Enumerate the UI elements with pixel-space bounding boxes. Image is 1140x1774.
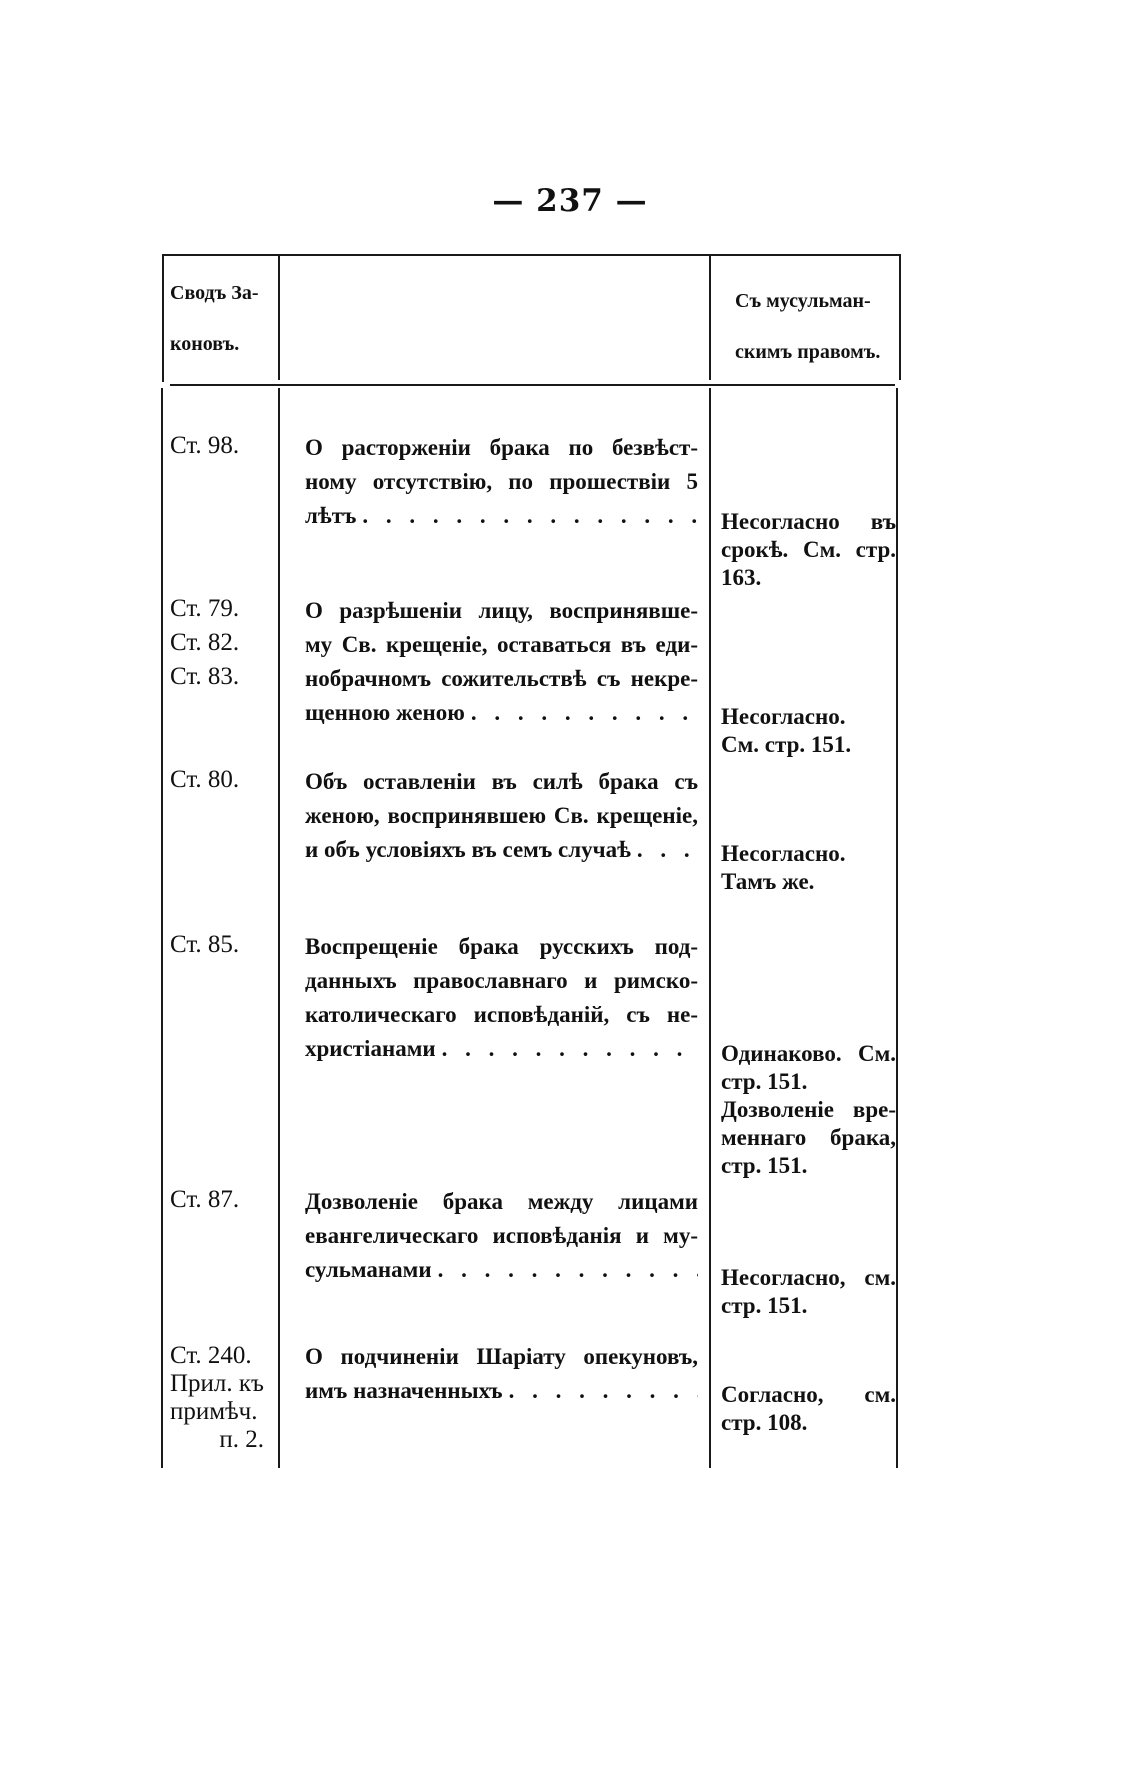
dot-leader	[436, 1032, 698, 1066]
article-ref: Ст. 80.	[170, 766, 240, 793]
row-5-article-refs	[170, 1183, 239, 1217]
description-line: женою, воспринявшею Св. крещеніе,	[305, 803, 698, 828]
article-ref: п. 2.	[219, 1426, 264, 1453]
description-line: католическаго исповѣданій, съ не-	[305, 1002, 698, 1027]
note-line: См. стр. 151.	[721, 732, 852, 757]
description-line: нобрачномъ сожительствѣ съ некре-	[305, 666, 698, 691]
page-number: — 237 —	[492, 183, 648, 219]
row-5-comparison-note	[721, 1264, 896, 1320]
row-2-article-refs	[170, 592, 239, 694]
row-4-description	[305, 930, 698, 1066]
dot-leader	[465, 696, 698, 730]
description-line: евангелическаго исповѣданія и му-	[305, 1223, 698, 1248]
note-line: срокѣ. См. стр.	[721, 537, 896, 562]
description-line: О разрѣшеніи лицу, воспринявше-	[305, 598, 698, 623]
note-line: стр. 151.	[721, 1069, 808, 1094]
column-divider-left-header	[162, 256, 164, 382]
row-1-article-refs	[170, 429, 239, 463]
description-line: Объ оставленіи въ силѣ брака съ	[305, 769, 698, 794]
description-line: Воспрещеніе брака русскихъ под-	[305, 934, 698, 959]
dot-leader	[631, 833, 698, 867]
note-line: стр. 108.	[721, 1410, 808, 1435]
description-line: христіанами	[305, 1036, 436, 1061]
row-3-comparison-note	[721, 840, 896, 896]
row-3-article-refs	[170, 763, 239, 797]
note-line: стр. 151.	[721, 1293, 808, 1318]
article-ref: Ст. 83.	[170, 663, 240, 690]
note-line: Одинаково. См.	[721, 1041, 896, 1066]
column-divider-1-header	[278, 256, 280, 380]
row-6-article-refs	[170, 1342, 270, 1454]
row-3-description	[305, 765, 698, 867]
note-line: Тамъ же.	[721, 869, 815, 894]
note-line: 163.	[721, 565, 762, 590]
article-ref: Ст. 240.	[170, 1342, 252, 1369]
description-line: О подчиненіи Шаріату опекуновъ,	[305, 1344, 698, 1369]
article-ref: Ст. 82.	[170, 629, 240, 656]
header-line: коновъ.	[170, 333, 240, 355]
dot-leader	[503, 1374, 698, 1408]
note-line: Несогласно, см.	[721, 1265, 896, 1290]
note-line: Согласно, см.	[721, 1382, 896, 1407]
description-line: имъ назначенныхъ	[305, 1378, 503, 1403]
article-ref: Ст. 98.	[170, 432, 240, 459]
description-line: лѣтъ	[305, 503, 357, 528]
description-line: Дозволеніе брака между лицами	[305, 1189, 698, 1214]
dot-leader	[356, 499, 698, 533]
note-line: Несогласно.	[721, 704, 846, 729]
row-1-comparison-note	[721, 508, 896, 592]
description-line: О расторженіи брака по безвѣст-	[305, 435, 698, 460]
description-line: ному отсутствію, по прошествіи 5	[305, 469, 698, 494]
column-divider-1	[278, 388, 280, 1468]
row-6-comparison-note	[721, 1381, 896, 1437]
note-line: Дозволеніе вре-	[721, 1097, 896, 1122]
row-2-comparison-note	[721, 703, 896, 759]
header-muslim-law	[735, 276, 895, 378]
row-5-description	[305, 1185, 698, 1287]
row-4-comparison-note	[721, 1040, 896, 1180]
column-divider-left	[161, 388, 163, 1468]
article-ref: примѣч.	[170, 1398, 258, 1425]
column-divider-right-header	[899, 256, 901, 380]
row-6-description	[305, 1340, 698, 1408]
column-divider-right	[896, 388, 898, 1468]
row-1-description	[305, 431, 698, 533]
column-divider-2-header	[709, 256, 711, 380]
row-4-article-refs	[170, 928, 239, 962]
description-line: щенною женою	[305, 700, 465, 725]
description-line: му Св. крещеніе, оставаться въ еди-	[305, 632, 698, 657]
description-line: и объ условіяхъ въ семъ случаѣ	[305, 837, 631, 862]
row-2-description	[305, 594, 698, 730]
note-line: меннаго брака,	[721, 1125, 896, 1150]
article-ref: Ст. 85.	[170, 931, 240, 958]
header-line: скимъ правомъ.	[735, 341, 881, 363]
article-ref: Ст. 87.	[170, 1186, 240, 1213]
header-bottom-rule	[170, 384, 895, 386]
header-line: Съ мусульман-	[735, 290, 871, 312]
article-ref: Ст. 79.	[170, 595, 240, 622]
note-line: Несогласно.	[721, 841, 846, 866]
description-line: сульманами	[305, 1257, 432, 1282]
table-top-rule	[162, 254, 901, 256]
note-line: стр. 151.	[721, 1153, 808, 1178]
dot-leader	[432, 1253, 698, 1287]
header-line: Сводъ За-	[170, 282, 259, 304]
description-line: данныхъ православнаго и римско-	[305, 968, 698, 993]
column-divider-2	[709, 388, 711, 1468]
note-line: Несогласно въ	[721, 509, 896, 534]
header-code-of-laws	[170, 268, 270, 370]
article-ref: Прил. къ	[170, 1370, 264, 1397]
